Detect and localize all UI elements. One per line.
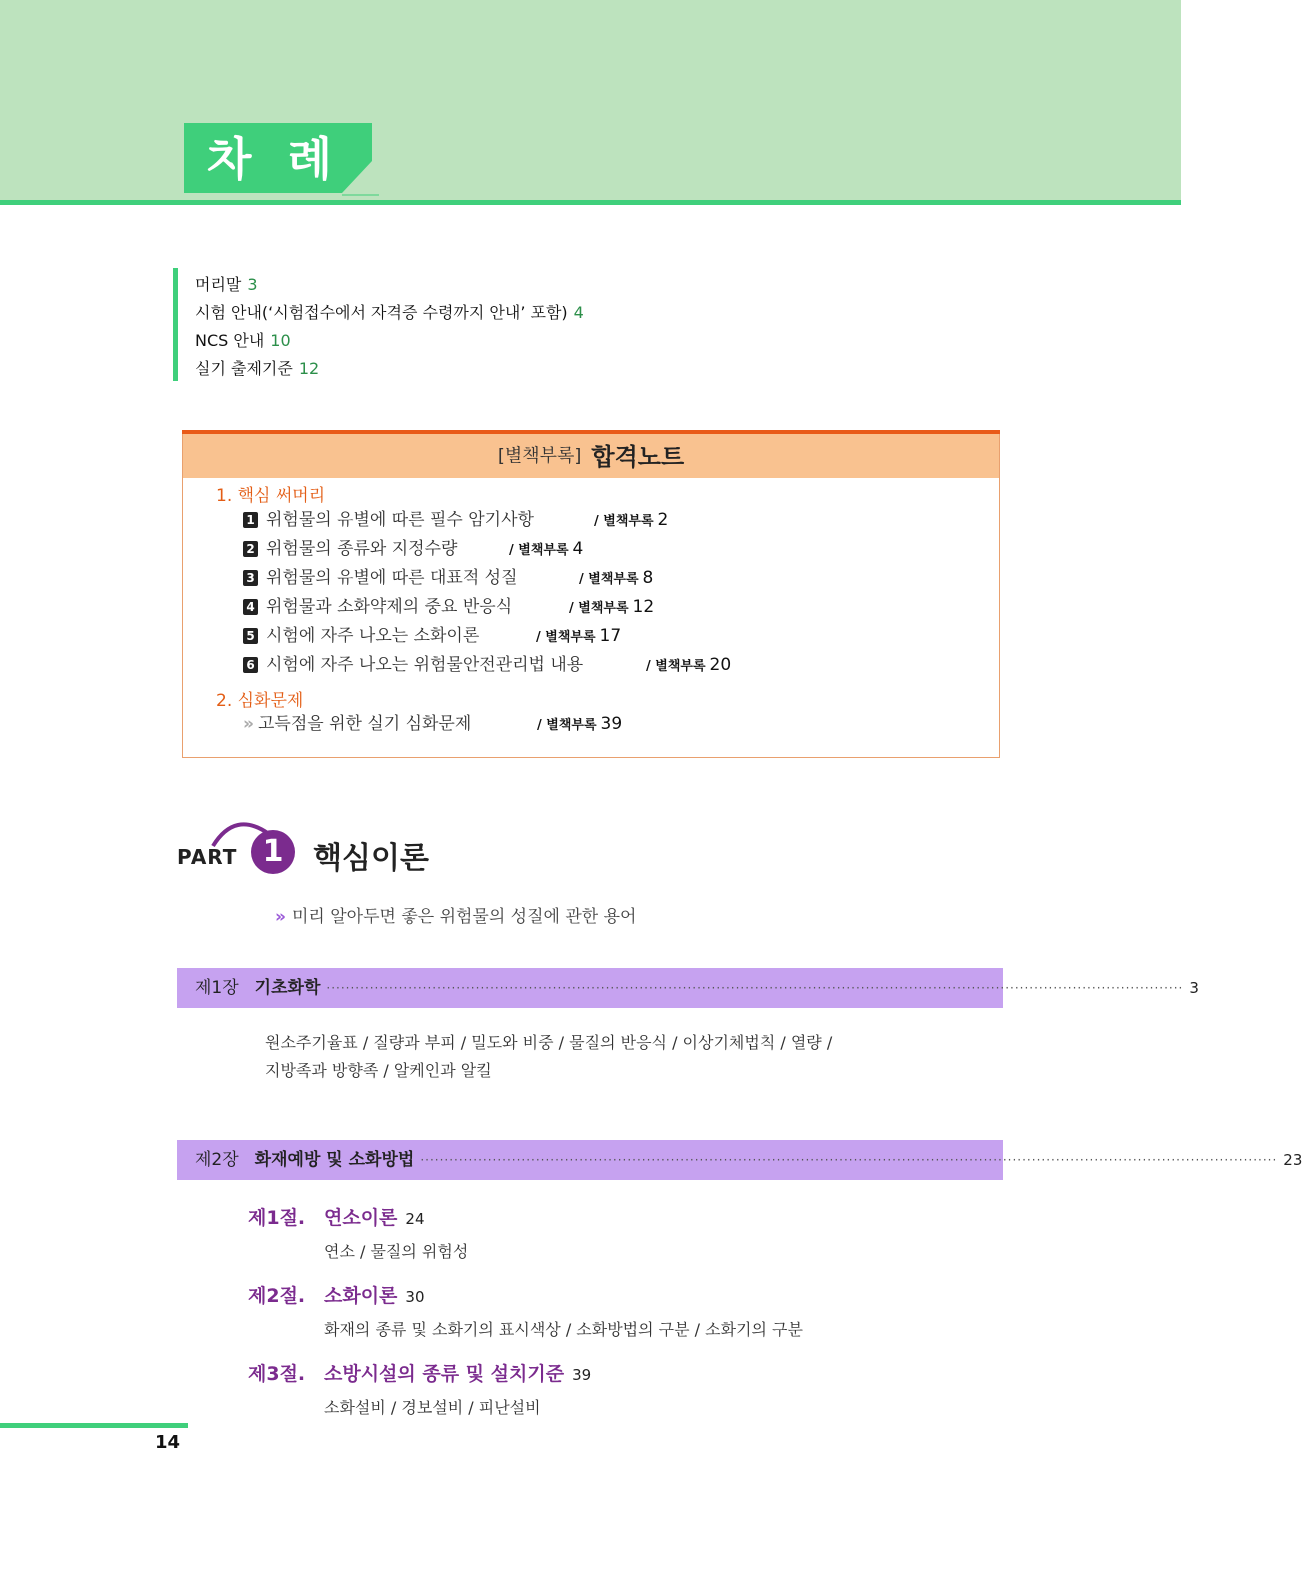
section-page: 30: [405, 1288, 425, 1306]
section-number: 제1절.: [248, 1207, 306, 1229]
ref-page: 39: [600, 714, 623, 734]
appendix-title: 합격노트: [591, 442, 685, 471]
chapter-title: 화재예방 및 소화방법: [254, 1150, 415, 1170]
chapter-number: 제2장: [195, 1150, 239, 1170]
number-badge: 3: [243, 570, 258, 586]
appendix-item-label: 시험에 자주 나오는 위험물안전관리법 내용: [266, 655, 584, 675]
ref-label: / 별책부록: [509, 543, 569, 558]
appendix-item[interactable]: [243, 593, 512, 622]
appendix-item[interactable]: [243, 622, 479, 651]
front-item-label: 머리말: [195, 275, 242, 294]
chapter-title: 기초화학: [254, 978, 321, 998]
number-badge: 6: [243, 657, 258, 673]
header-band: [0, 0, 1181, 203]
section-topics: 연소 / 물질의 위험성: [324, 1242, 469, 1261]
section-heading[interactable]: [248, 1359, 591, 1386]
appendix-item[interactable]: [243, 535, 457, 564]
appendix-item-label: 시험에 자주 나오는 소화이론: [266, 626, 480, 646]
front-item-label: 시험 안내(‘시험접수에서 자격증 수령까지 안내’ 포함): [195, 303, 568, 322]
ref-page: 8: [642, 568, 654, 588]
ref-page: 12: [632, 597, 655, 617]
appendix-section-title: 1. 핵심 써머리: [216, 486, 326, 506]
appendix-item[interactable]: [243, 651, 583, 680]
appendix-item-label: 위험물의 유별에 따른 필수 암기사항: [266, 510, 534, 530]
chapter-topics-line: 원소주기율표 / 질량과 부피 / 밀도와 비중 / 물질의 반응식 / 이상기체법칙 / 열량 /: [265, 1033, 833, 1052]
appendix-item-ref: [569, 593, 654, 623]
section-page: 24: [405, 1210, 425, 1228]
appendix-item-ref: [509, 535, 583, 565]
front-item[interactable]: [195, 271, 584, 299]
section-topics: 화재의 종류 및 소화기의 표시색상 / 소화방법의 구분 / 소화기의 구분: [324, 1320, 803, 1339]
chapter-bar[interactable]: [177, 1140, 1302, 1180]
section-topics: 소화설비 / 경보설비 / 피난설비: [324, 1398, 541, 1417]
ref-label: / 별책부록: [646, 659, 706, 674]
appendix-item-label: 위험물의 종류와 지정수량: [266, 539, 458, 559]
appendix-item[interactable]: [243, 710, 471, 739]
chapter-topics-line: 지방족과 방향족 / 알케인과 알킬: [265, 1061, 492, 1080]
chapter-bar[interactable]: [177, 968, 1199, 1008]
part-subtitle-item[interactable]: [275, 902, 636, 927]
appendix-item-ref: [537, 710, 622, 740]
front-item-page: 12: [298, 359, 320, 378]
part-number-badge: 1: [251, 830, 295, 874]
appendix-item-ref: [594, 506, 668, 536]
appendix-item[interactable]: [243, 564, 518, 593]
appendix-item-label: 위험물과 소화약제의 중요 반응식: [266, 597, 513, 617]
double-chevron-icon: »: [243, 714, 250, 734]
chapter-page: 23: [1283, 1151, 1302, 1169]
front-item-page: 4: [573, 303, 584, 322]
appendix-item-ref: [579, 564, 653, 594]
section-number: 제2절.: [248, 1285, 306, 1307]
part-title: 핵심이론: [313, 841, 429, 876]
appendix-item[interactable]: [243, 506, 534, 535]
front-item-label: 실기 출제기준: [195, 359, 293, 378]
appendix-item-label: 위험물의 유별에 따른 대표적 성질: [266, 568, 518, 588]
section-title: 소방시설의 종류 및 설치기준: [324, 1363, 565, 1385]
appendix-item-ref: [646, 651, 731, 681]
front-item-label: NCS 안내: [195, 331, 265, 350]
front-item[interactable]: [195, 327, 584, 355]
appendix-item-ref: [536, 622, 621, 652]
leader-dots: ··················································································································································································: [326, 981, 1184, 995]
double-chevron-icon: »: [275, 907, 282, 927]
appendix-bracket-label: [별책부록]: [497, 445, 582, 467]
ref-page: 17: [599, 626, 622, 646]
section-page: 39: [572, 1366, 592, 1384]
number-badge: 4: [243, 599, 258, 615]
section-heading[interactable]: [248, 1203, 425, 1230]
number-badge: 5: [243, 628, 258, 644]
ref-page: 20: [709, 655, 732, 675]
section-heading[interactable]: [248, 1281, 425, 1308]
front-item-page: 10: [270, 331, 291, 350]
title-box: [184, 123, 372, 194]
ref-page: 4: [572, 539, 584, 559]
number-badge: 2: [243, 541, 258, 557]
footer-rule: [0, 1423, 188, 1428]
section-title: 연소이론: [324, 1207, 398, 1229]
number-badge: 1: [243, 512, 258, 528]
front-item-page: 3: [247, 275, 258, 294]
section-title: 소화이론: [324, 1285, 398, 1307]
ref-label: / 별책부록: [594, 514, 654, 529]
header-divider: [0, 200, 1181, 205]
ref-page: 2: [657, 510, 669, 530]
front-matter-bar: [173, 268, 178, 381]
chapter-page: 3: [1189, 979, 1199, 997]
front-matter-list: [195, 271, 584, 383]
leader-dots: ··················································································································································································: [420, 1153, 1278, 1167]
chapter-number: 제1장: [195, 978, 239, 998]
appendix-section-title: 2. 심화문제: [216, 691, 304, 711]
front-item[interactable]: [195, 299, 584, 327]
ref-label: / 별책부록: [536, 630, 596, 645]
part-label: PART: [177, 845, 238, 869]
front-item[interactable]: [195, 355, 584, 383]
page-title: 차 례: [207, 132, 342, 186]
section-number: 제3절.: [248, 1363, 306, 1385]
appendix-item-label: 고득점을 위한 실기 심화문제: [257, 714, 472, 734]
page-number: 14: [155, 1432, 181, 1453]
appendix-header: [183, 434, 999, 478]
part-subtitle: 미리 알아두면 좋은 위험물의 성질에 관한 용어: [291, 907, 637, 927]
ref-label: / 별책부록: [569, 601, 629, 616]
ref-label: / 별책부록: [537, 718, 597, 733]
ref-label: / 별책부록: [579, 572, 639, 587]
